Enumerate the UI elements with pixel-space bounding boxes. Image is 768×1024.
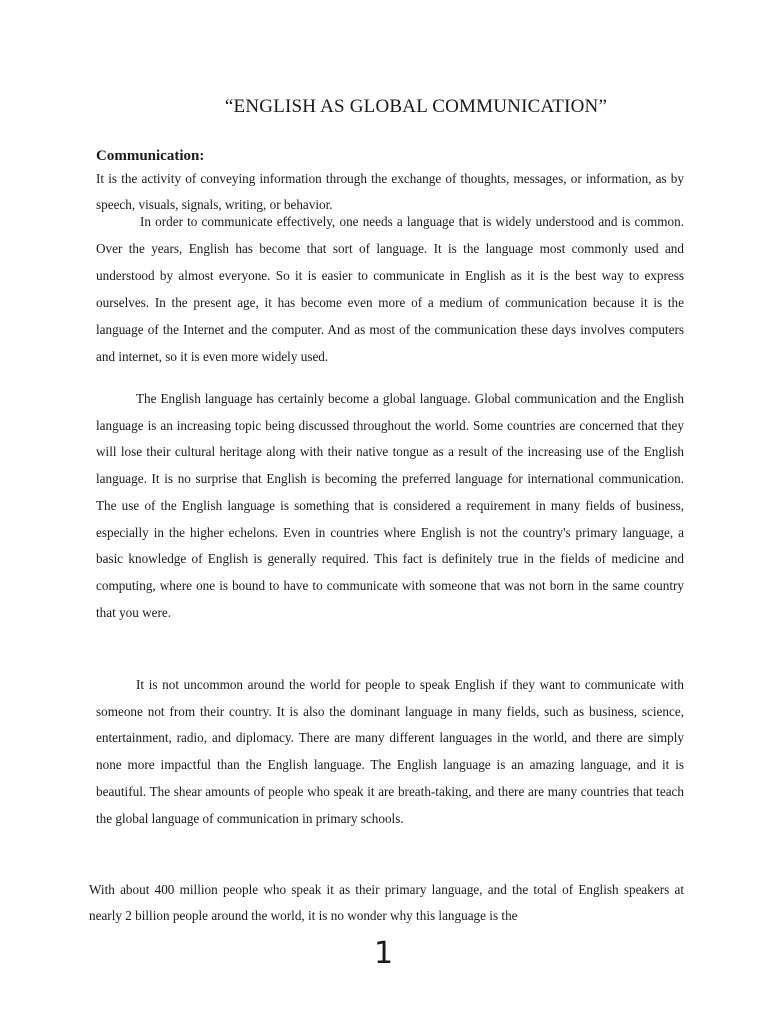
page-number: 1 [374, 936, 394, 971]
section-heading: Communication: [96, 148, 205, 164]
document-title: “ENGLISH AS GLOBAL COMMUNICATION” [224, 96, 608, 117]
paragraph-definition: It is the activity of conveying information through the exchange of thoughts, messages, or information, as by speech, visuals, signals, writing, or behavior. [96, 171, 684, 212]
paragraph-global-language: The English language has certainly become a global language. Global communication and the English language is an increasing topic being discussed throughout the world. Some countries are concerned that they will lose their cultural heritage along with their native tongue as a result of the increasing use of the English language. It is no surprise that English is becoming the preferred language for international communication. The use of the English language is something that is considered a requirement in many fields of business, especially in the higher echelons. Even in countries where English is not the country's primary language, a basic knowledge of English is generally required. This fact is definitely true in the fields of medicine and computing, where one is bound to have to communicate with someone that was not born in the same country that you were. [96, 391, 684, 620]
paragraph-not-uncommon: It is not uncommon around the world for people to speak English if they want to communicate with someone not from their country. It is also the dominant language in many fields, such as business, science, entertainment, radio, and diplomacy. There are many different languages in the world, and there are simply none more impactful than the English language. The English language is an amazing language, and it is beautiful. The shear amounts of people who speak it are breath-taking, and there are many countries that teach the global language of communication in primary schools. [96, 677, 684, 826]
paragraph-communicate-effectively: In order to communicate effectively, one needs a language that is widely understood and is common. Over the years, English has become that sort of language. It is the language most commonly used and understood by almost everyone. So it is easier to communicate in English as it is the best way to express ourselves. In the present age, it has become even more of a medium of communication because it is the language of the Internet and the computer. And as most of the communication these days involves computers and internet, so it is even more widely used. [96, 214, 684, 364]
paragraph-speaker-count: With about 400 million people who speak it as their primary language, and the total of English speakers at nearly 2 billion people around the world, it is no wonder why this language is the [89, 882, 684, 923]
